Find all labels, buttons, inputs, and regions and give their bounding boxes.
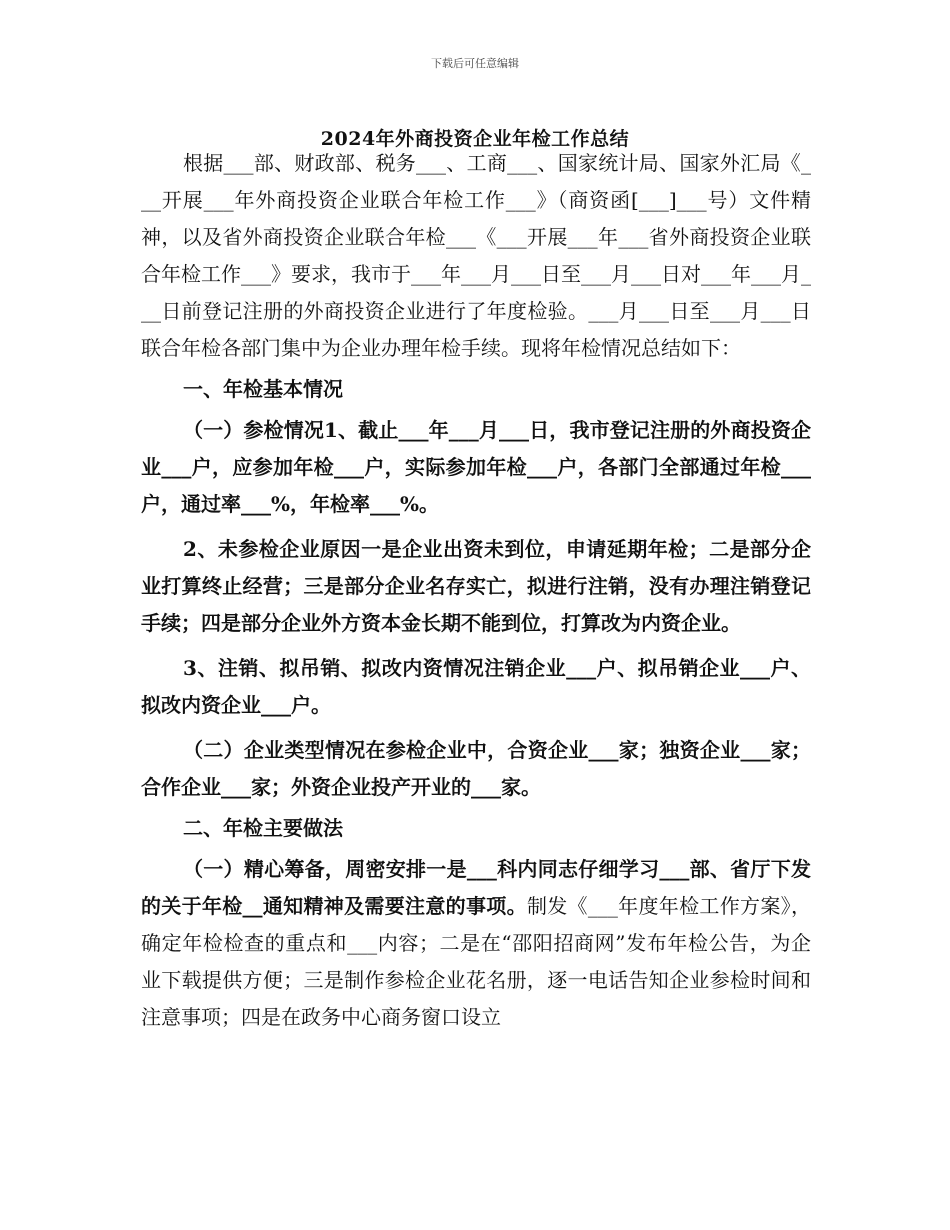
document-body — [141, 145, 811, 1036]
header-note: 下载后可任意编辑 — [431, 57, 519, 70]
section-heading-2: 二、年检主要做法 — [183, 816, 343, 840]
paragraph-preparation — [141, 851, 811, 1036]
paragraph-participation: （一）参检情况1、截止___年___月___日，我市登记注册的外商投资企业___户，应参加年检___户，实际参加年检___户，各部门全部通过年检___户，通过率___%，年检率___%。 — [141, 418, 811, 516]
document-title: 2024年外商投资企业年检工作总结 — [320, 128, 630, 150]
paragraph-preparation-rest: 制发《___年度年检工作方案》，确定年检检查的重点和___内容；二是在“邵阳招商网”发布年检公告，为企业下载提供方便；三是制作参检企业花名册，逐一电话告知企业参检时间和注意事项；四是在政务中心商务窗口设立 — [141, 894, 811, 1029]
section-heading-1: 一、年检基本情况 — [183, 377, 343, 401]
paragraph-enterprise-types: （二）企业类型情况在参检企业中，合资企业___家；独资企业___家；合作企业___家；外资企业投产开业的___家。 — [141, 738, 811, 799]
paragraph-non-participation: 2、未参检企业原因一是企业出资未到位，申请延期年检；二是部分企业打算终止经营；三是部分企业名存实亡，拟进行注销，没有办理注销登记手续；四是部分企业外方资本金长期不能到位，打算改为内资企业。 — [141, 537, 811, 635]
paragraph-cancellation: 3、注销、拟吊销、拟改内资情况注销企业___户、拟吊销企业___户、拟改内资企业___户。 — [141, 656, 811, 717]
intro-paragraph: 根据___部、财政部、税务___、工商___、国家统计局、国家外汇局《___开展___年外商投资企业联合年检工作___》（商资函[___]___号）文件精神，以及省外商投资企业联合年检___《___开展___年___省外商投资企业联合年检工作___》要求，我市于___年___月___日至___月___日对___年___月___日前登记注册的外商投资企业进行了年度检验。___月___日至___月___日联合年检各部门集中为企业办理年检手续。现将年检情况总结如下： — [141, 151, 811, 360]
paragraph-preparation-bold: （一）精心筹备，周密安排一是___科内同志仔细学习___部、省厅下发的关于年检__通知精神及需要注意的事项。 — [141, 857, 811, 918]
